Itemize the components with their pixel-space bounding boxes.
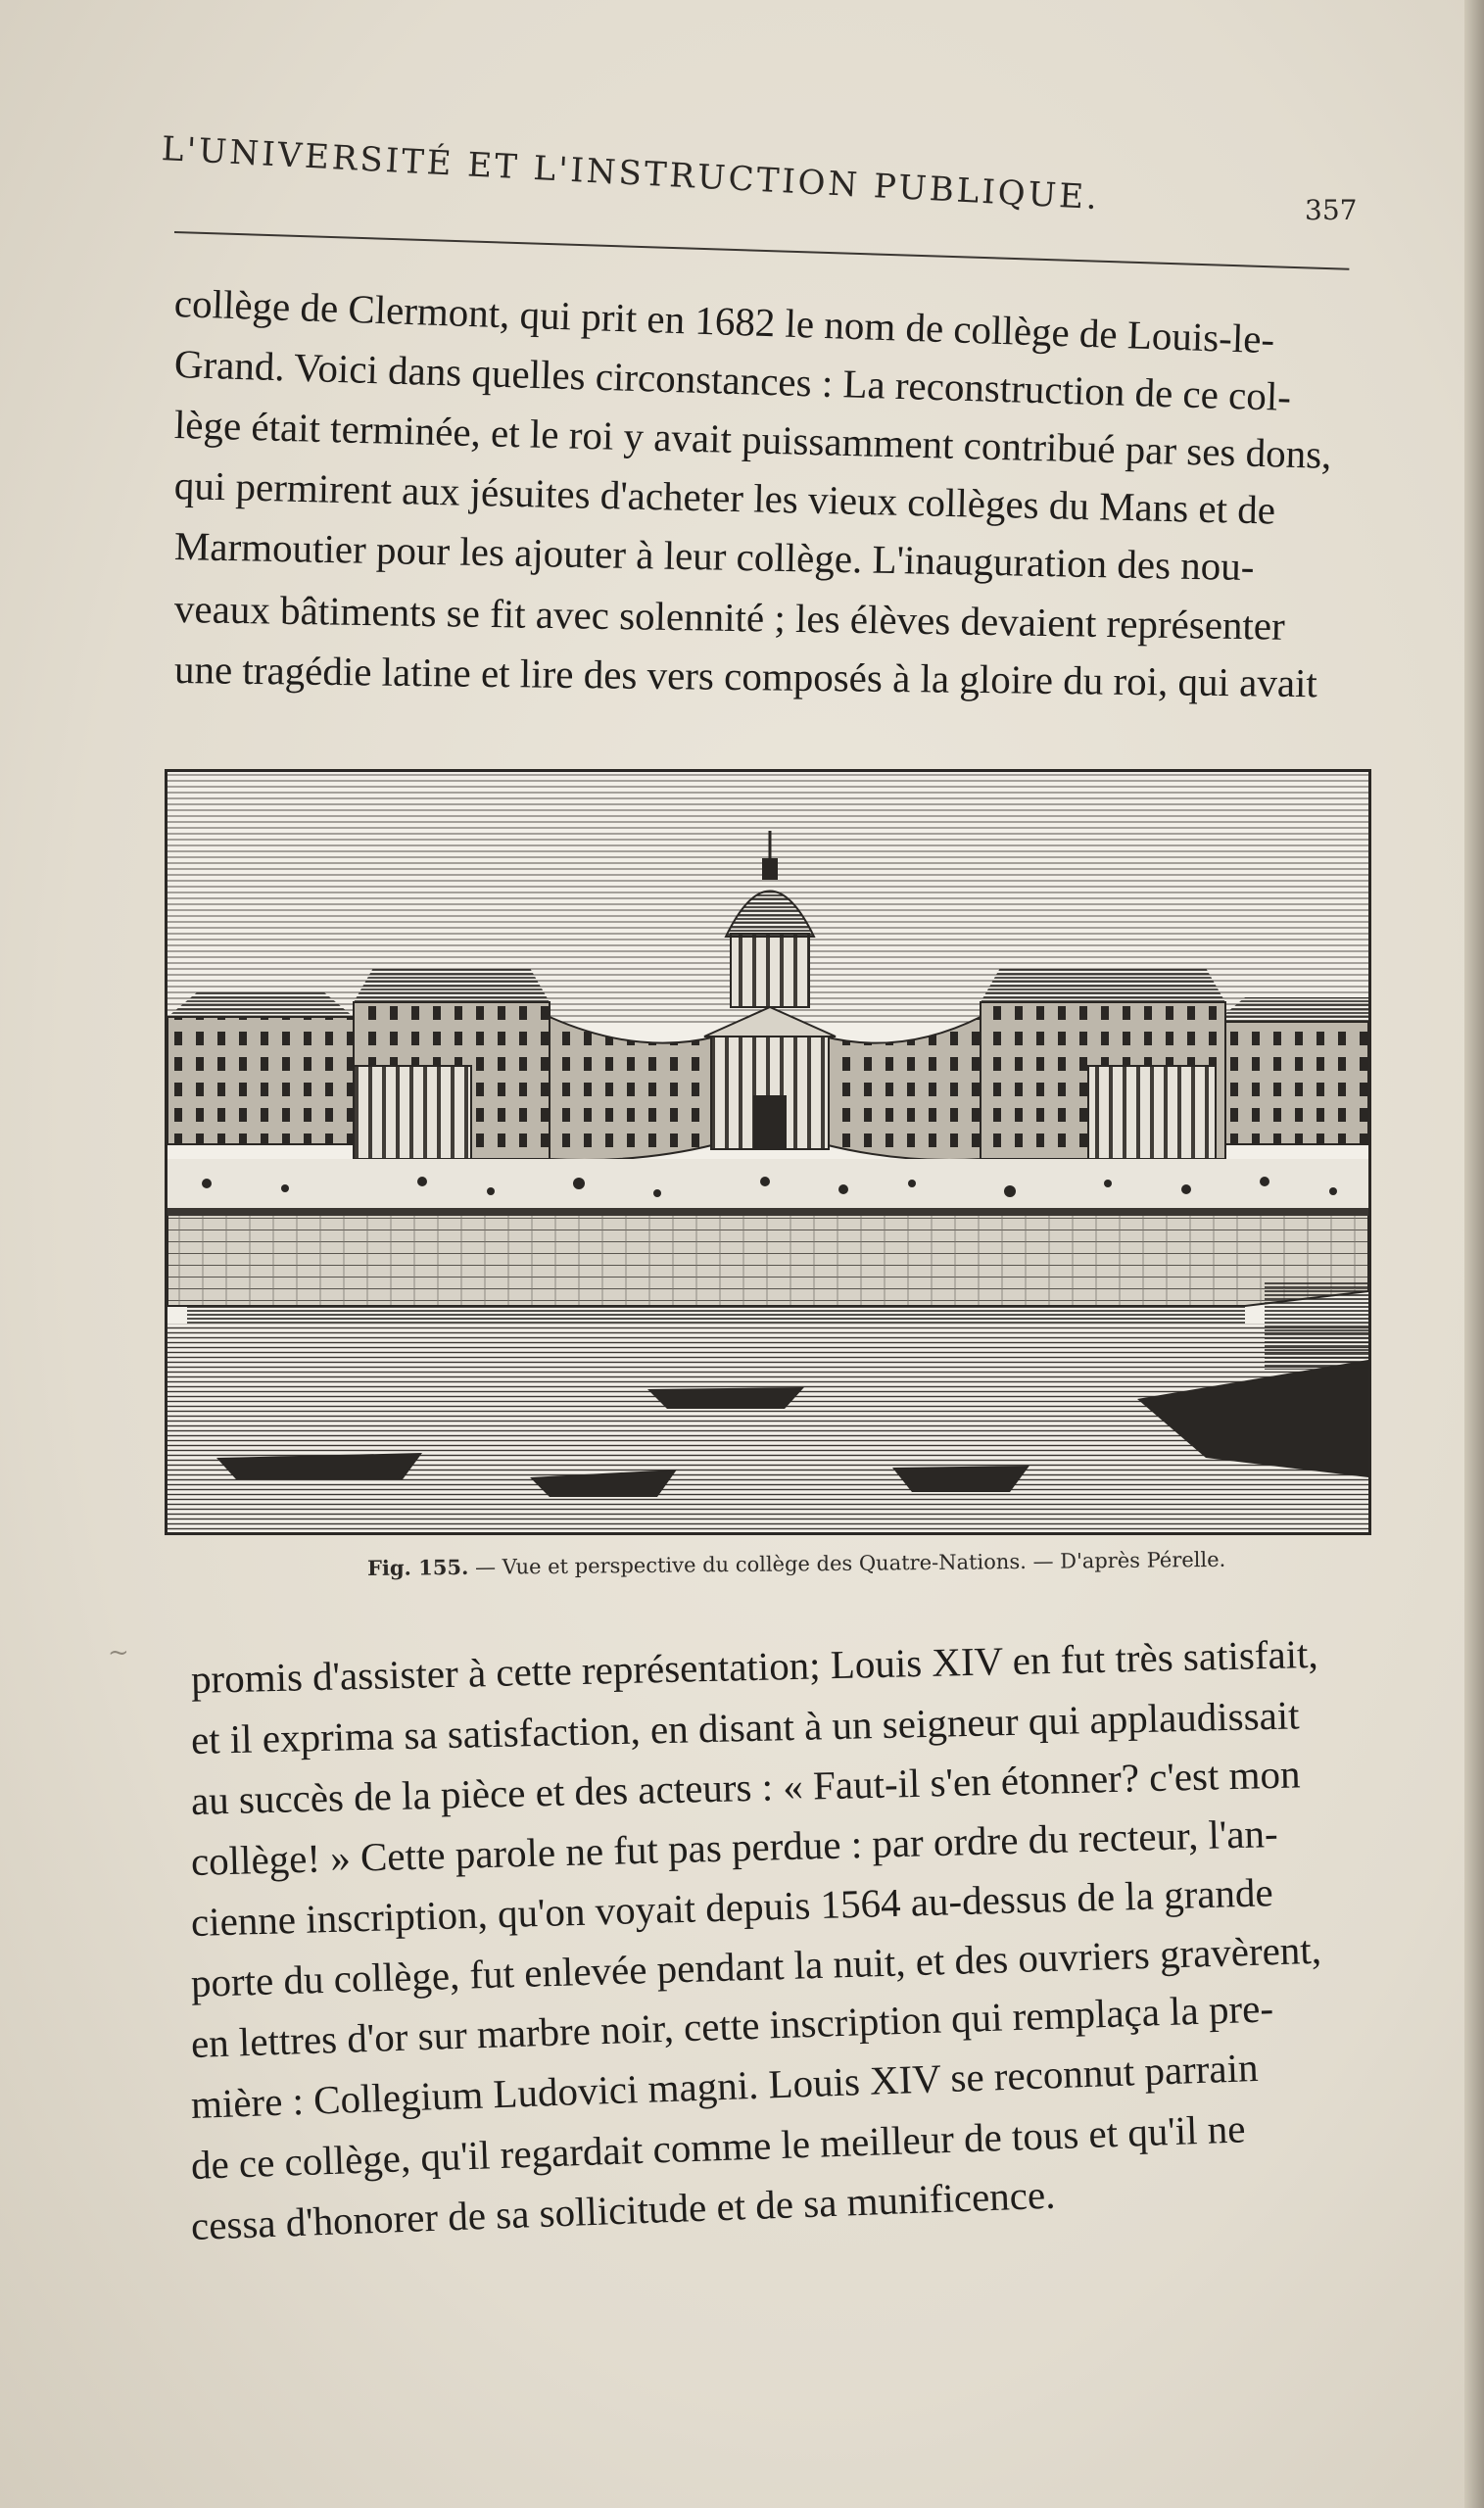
- margin-mark: ~: [108, 1638, 129, 1667]
- page-edge: [1464, 0, 1484, 2508]
- curved-wing-right: [824, 1017, 981, 1160]
- text-line: porte du collège, fut enlevée pendant la nuit, et des ouvriers gravèrent,: [190, 1926, 1322, 2005]
- text-line: de ce collège, qu'il regardait comme le meilleur de tous et qu'il ne: [190, 2105, 1247, 2188]
- right-pavilion-colonnade: [1088, 1066, 1216, 1159]
- engraving-illustration: [165, 769, 1371, 1535]
- text-line: qui permirent aux jésuites d'acheter les vieux collèges du Mans et de: [173, 462, 1276, 533]
- left-pavilion-colonnade: [354, 1066, 471, 1159]
- text-line: Marmoutier pour les ajouter à leur collège. L'inauguration des nou-: [173, 523, 1255, 590]
- boat: [892, 1466, 1029, 1492]
- boat: [647, 1387, 804, 1409]
- houses-left: [168, 1017, 354, 1144]
- text-line: cessa d'honorer de sa sollicitude et de sa munificence.: [190, 2171, 1057, 2248]
- houses-right: [1225, 1022, 1368, 1144]
- body-text-bottom: [190, 1630, 1366, 2248]
- text-line: lège était terminée, et le roi y avait puissamment contribué par ses dons,: [173, 402, 1332, 477]
- figure-caption-text: — Vue et perspective du collège des Quatre-Nations. — D'après Pérelle.: [474, 1547, 1226, 1579]
- text-line: mière : Collegium Ludovici magni. Louis XIV se reconnut parrain: [190, 2044, 1260, 2127]
- text-line: Grand. Voici dans quelles circonstances : La reconstruction de ce col-: [173, 341, 1292, 419]
- text-line: en lettres d'or sur marbre noir, cette inscription qui remplaça la pre-: [190, 1985, 1274, 2066]
- text-line: et il exprima sa satisfaction, en disant à un seigneur qui applaudissait: [190, 1692, 1300, 1762]
- figure-label: Fig. 155.: [366, 1554, 469, 1580]
- figure-caption: [367, 1547, 1226, 1580]
- body-text-top: [174, 279, 1360, 720]
- text-line: veaux bâtiments se fit avec solennité ; les élèves devaient représenter: [173, 586, 1286, 649]
- embankment-wall: [168, 1213, 1368, 1306]
- dome-drum: [731, 934, 809, 1007]
- running-head-title: L'UNIVERSITÉ ET L'INSTRUCTION PUBLIQUE.: [160, 129, 1101, 218]
- text-line: une tragédie latine et lire des vers composés à la gloire du roi, qui avait: [173, 647, 1318, 706]
- text-line: cienne inscription, qu'on voyait depuis 1564 au-dessus de la grande: [190, 1869, 1274, 1945]
- page-number: 357: [1305, 194, 1358, 226]
- text-line: collège de Clermont, qui prit en 1682 le nom de collège de Louis-le-: [173, 280, 1275, 362]
- curved-wing-left: [550, 1017, 716, 1160]
- header-rule: [174, 231, 1349, 270]
- text-line: collège! » Cette parole ne fut pas perdue : par ordre du recteur, l'an-: [190, 1809, 1279, 1884]
- text-line: promis d'assister à cette représentation; Louis XIV en fut très satisfait,: [190, 1630, 1319, 1702]
- text-line: au succès de la pièce et des acteurs : « Faut-il s'en étonner? c'est mon: [190, 1751, 1301, 1823]
